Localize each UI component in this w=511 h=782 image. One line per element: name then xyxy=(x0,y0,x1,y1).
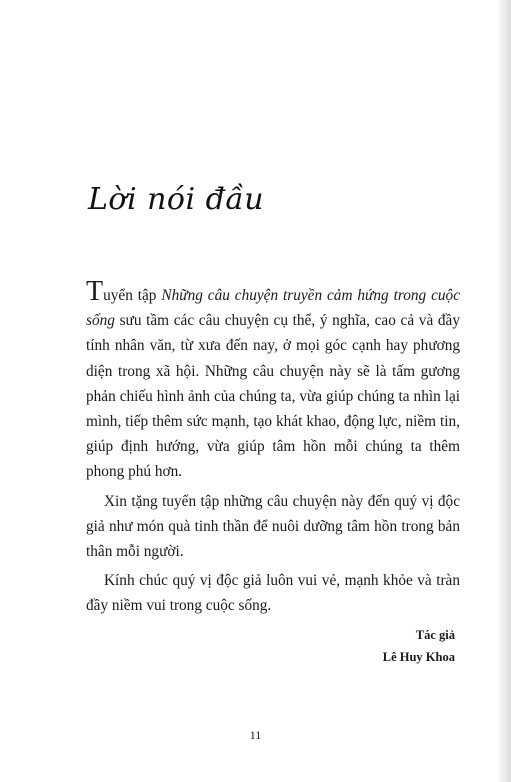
paragraph-intro xyxy=(86,276,460,485)
drop-cap: T xyxy=(86,276,104,307)
page-title: Lời nói đầu xyxy=(88,182,265,217)
signature-role: Tác giả xyxy=(415,628,455,642)
page-edge-shadow xyxy=(497,0,511,782)
intro-lead: uyển tập xyxy=(103,287,162,304)
signature xyxy=(383,624,455,668)
paragraph-dedication: Xin tặng tuyển tập những câu chuyện này đến quý vị độc giả như món quà tinh thần để nuôi dưỡng tâm hồn trong bản thân mỗi người. xyxy=(86,492,460,561)
intro-rest: sưu tầm các câu chuyện cụ thể, ý nghĩa, cao cả và đầy tính nhân văn, từ xưa đến nay, ở mọi góc cạnh hay phương diện trong xã hội. Những câu chuyện này sẽ là tấm gương phản chiếu hình ảnh của chúng ta, vừa giúp chúng ta nhìn lại mình, tiếp thêm sức mạnh, tạo khát khao, động lực, niềm tin, giúp định hướng, vừa giúp tâm hồn mỗi chúng ta thêm phong phú hơn. xyxy=(86,312,460,481)
book-title: Những câu chuyện truyền cảm hứng trong cuộc sống xyxy=(86,287,460,330)
body-text xyxy=(86,276,460,619)
signature-name: Lê Huy Khoa xyxy=(382,650,455,664)
page-number: 11 xyxy=(249,728,262,742)
paragraph-wishes: Kính chúc quý vị độc giả luôn vui vẻ, mạnh khỏe và tràn đầy niềm vui trong cuộc sống. xyxy=(86,572,460,615)
